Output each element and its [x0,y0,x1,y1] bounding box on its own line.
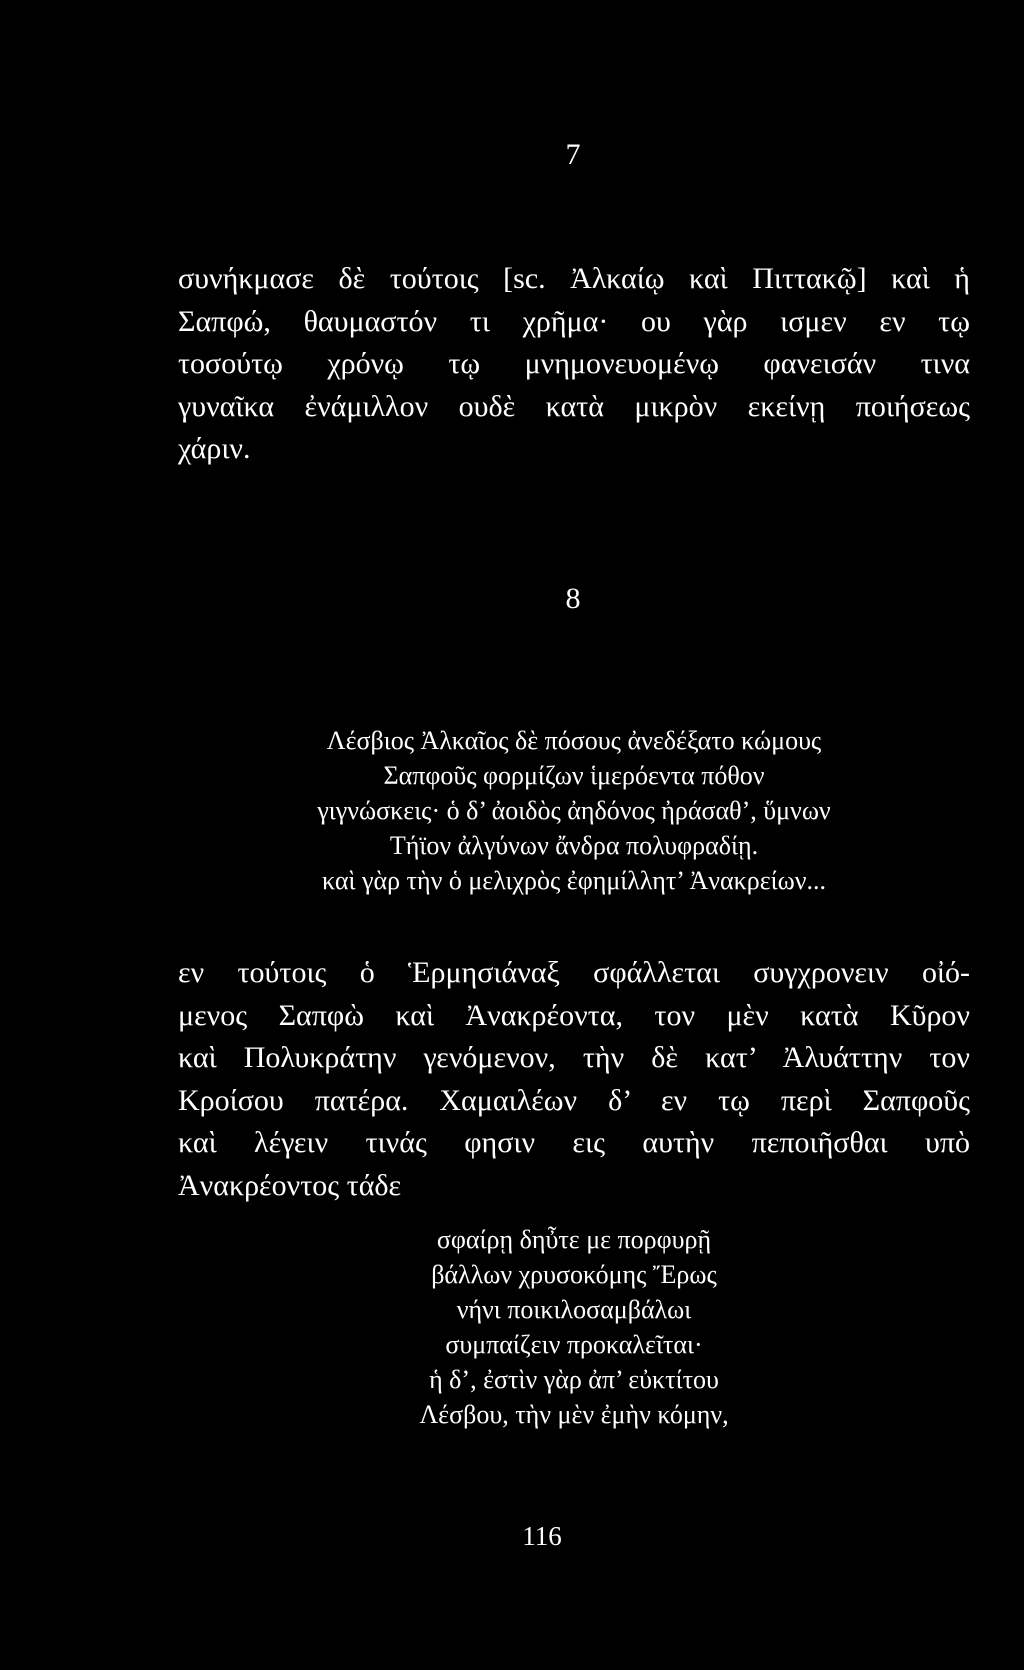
section-number-7: 7 [565,138,581,171]
verse-line: ἡ δ’, ἐστὶν γὰρ ἀπ’ εὐκτίτου [429,1365,719,1394]
text-line: συνήκμασε δὲ τούτοις [sc. Ἀλκαίῳ καὶ Πιττακῷ] καὶ ἡ [178,262,970,295]
verse-line: Λέσβιος Ἀλκαῖος δὲ πόσους ἀνεδέξατο κώμους [326,726,822,755]
paragraph-section-7 [178,258,970,471]
verse-line: καὶ γὰρ τὴν ὁ μελιχρὸς ἐφημίλλητ’ Ἀνακρείων... [321,866,827,895]
verse-line: βάλλων χρυσοκόμης Ἔρως [431,1260,717,1289]
poem-epigram [178,723,970,898]
text-line: καὶ λέγειν τινάς φησιν εις αυτὴν πεποιῆσθαι υπὸ [178,1126,970,1159]
text-line: εν τούτοις ὁ Ἑρμησιάναξ σφάλλεται συγχρονειν οἰό- [178,956,970,989]
verse-line: Τήϊον ἀλγύνων ἄνδρα πολυφραδίῃ. [389,831,759,860]
text-line: Κροίσου πατέρα. Χαμαιλέων δ’ εν τῳ περὶ Σαπφοῦς [178,1083,970,1117]
text-line: χάριν. [178,432,251,465]
text-line: μενος Σαπφὼ καὶ Ἀνακρέοντα, τον μὲν κατὰ Κῦρον [178,998,970,1032]
verse-line: γιγνώσκεις· ὁ δ’ ἀοιδὸς ἀηδόνος ἠράσαθ’, ὕμνων [317,796,831,825]
text-line: Σαπφώ, θαυμαστόν τι χρῆμα· ου γὰρ ισμεν εν τῳ [178,304,970,338]
text-line: γυναῖκα ἐνάμιλλον ουδὲ κατὰ μικρὸν εκείνῃ ποιήσεως [178,389,970,423]
verse-line: νήνι ποικιλοσαμβάλωι [456,1295,692,1324]
text-line: καὶ Πολυκράτην γενόμενον, τὴν δὲ κατ’ Ἀλυάττην τον [178,1041,970,1074]
verse-line: συμπαίζειν προκαλεῖται· [445,1330,703,1359]
paragraph-section-8 [178,952,970,1207]
verse-line: σφαίρῃ δηὖτε με πορφυρῇ [436,1225,712,1254]
section-number-8: 8 [565,582,581,615]
text-line: Ἀνακρέοντος τάδε [178,1168,402,1202]
poem-anacreon [178,1222,970,1432]
text-line: τοσούτῳ χρόνῳ τῳ μνημονευομένῳ φανεισάν τινα [178,347,970,380]
page-number: 116 [522,1521,562,1551]
verse-line: Λέσβου, τὴν μὲν ἐμὴν κόμην, [419,1400,729,1429]
verse-line: Σαπφοῦς φορμίζων ἱμερόεντα πόθον [383,761,765,790]
